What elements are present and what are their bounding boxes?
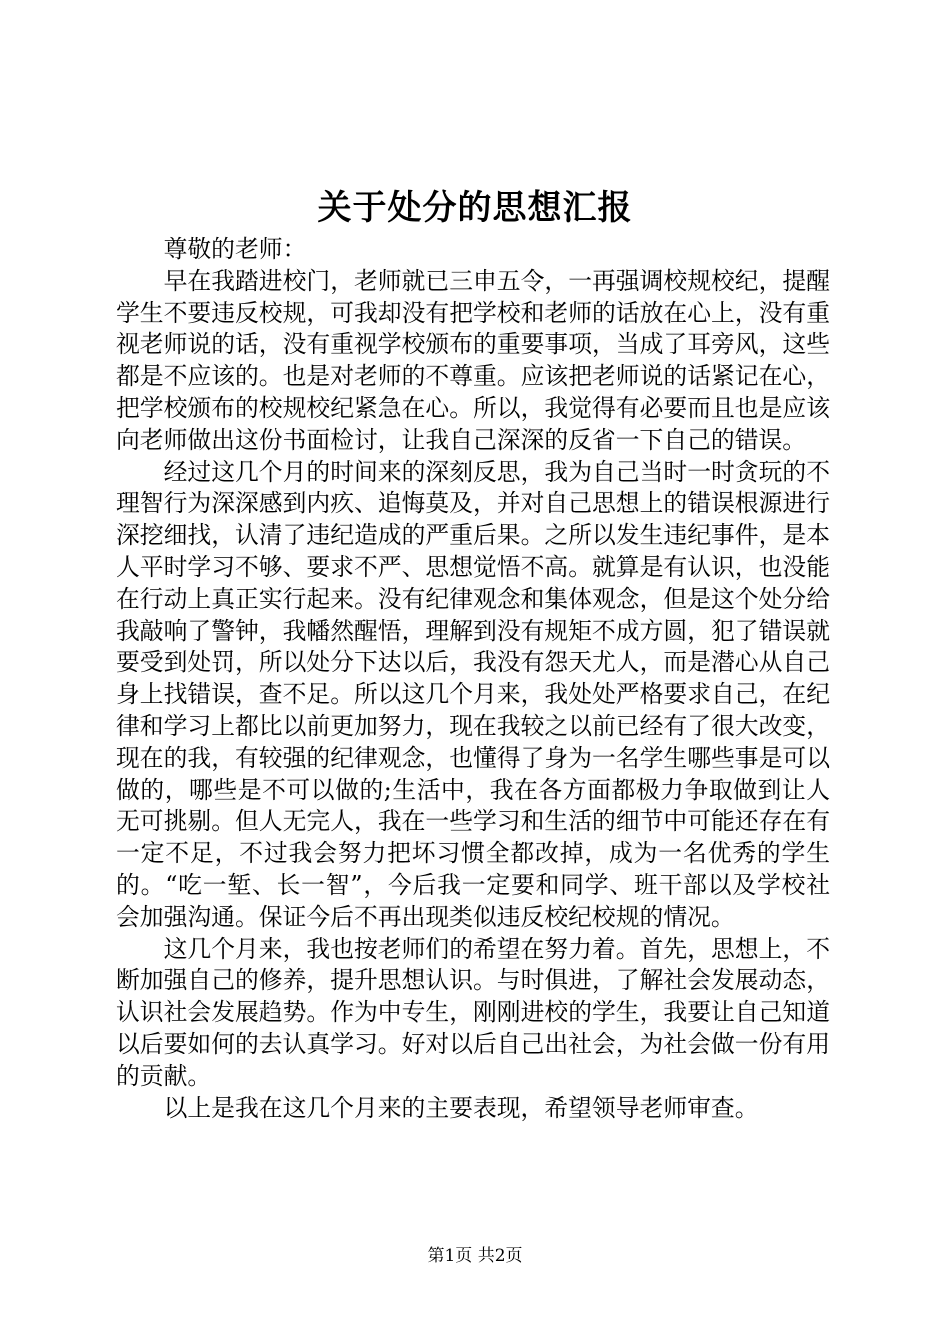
paragraph-3: 这几个月来，我也按老师们的希望在努力着。首先，思想上，不断加强自己的修养，提升思想认识。与时俱进，了解社会发展动态，认识社会发展趋势。作为中专生，刚刚进校的学生，我要让自己知道以后要如何的去认真学习。好对以后自己出社会，为社会做一份有用的贡献。 — [116, 934, 830, 1090]
page-number-footer: 第1页 共2页 — [427, 1246, 523, 1266]
paragraph-2: 经过这几个月的时间来的深刻反思，我为自己当时一时贪玩的不理智行为深深感到内疚、追悔莫及，并对自己思想上的错误根源进行深挖细找，认清了违纪造成的严重后果。之所以发生违纪事件，是本人平时学习不够、要求不严、思想觉悟不高。就算是有认识，也没能在行动上真正实行起来。没有纪律观念和集体观念，但是这个处分给我敲响了警钟，我幡然醒悟，理解到没有规矩不成方圆，犯了错误就要受到处罚，所以处分下达以后，我没有怨天尤人，而是潜心从自己身上找错误，查不足。所以这几个月来，我处处严格要求自己，在纪律和学习上都比以前更加努力，现在我较之以前已经有了很大改变，现在的我，有较强的纪律观念，也懂得了身为一名学生哪些事是可以做的，哪些是不可以做的;生活中，我在各方面都极力争取做到让人无可挑剔。但人无完人，我在一些学习和生活的细节中可能还存在有一定不足，不过我会努力把坏习惯全都改掉，成为一名优秀的学生的。“吃一堑、长一智”，今后我一定要和同学、班干部以及学校社会加强沟通。保证今后不再出现类似违反校纪校规的情况。 — [116, 457, 830, 931]
salutation: 尊敬的老师： — [163, 235, 307, 263]
document-title: 关于处分的思想汇报 — [317, 188, 633, 228]
paragraph-4: 以上是我在这几个月来的主要表现，希望领导老师审查。 — [163, 1093, 759, 1122]
document-body — [116, 234, 830, 1124]
paragraph-1: 早在我踏进校门，老师就已三申五令，一再强调校规校纪，提醒学生不要违反校规，可我却没有把学校和老师的话放在心上，没有重视老师说的话，没有重视学校颁布的重要事项，当成了耳旁风，这些都是不应该的。也是对老师的不尊重。应该把老师说的话紧记在心，把学校颁布的校规校纪紧急在心。所以，我觉得有必要而且也是应该向老师做出这份书面检讨，让我自己深深的反省一下自己的错误。 — [116, 266, 830, 454]
